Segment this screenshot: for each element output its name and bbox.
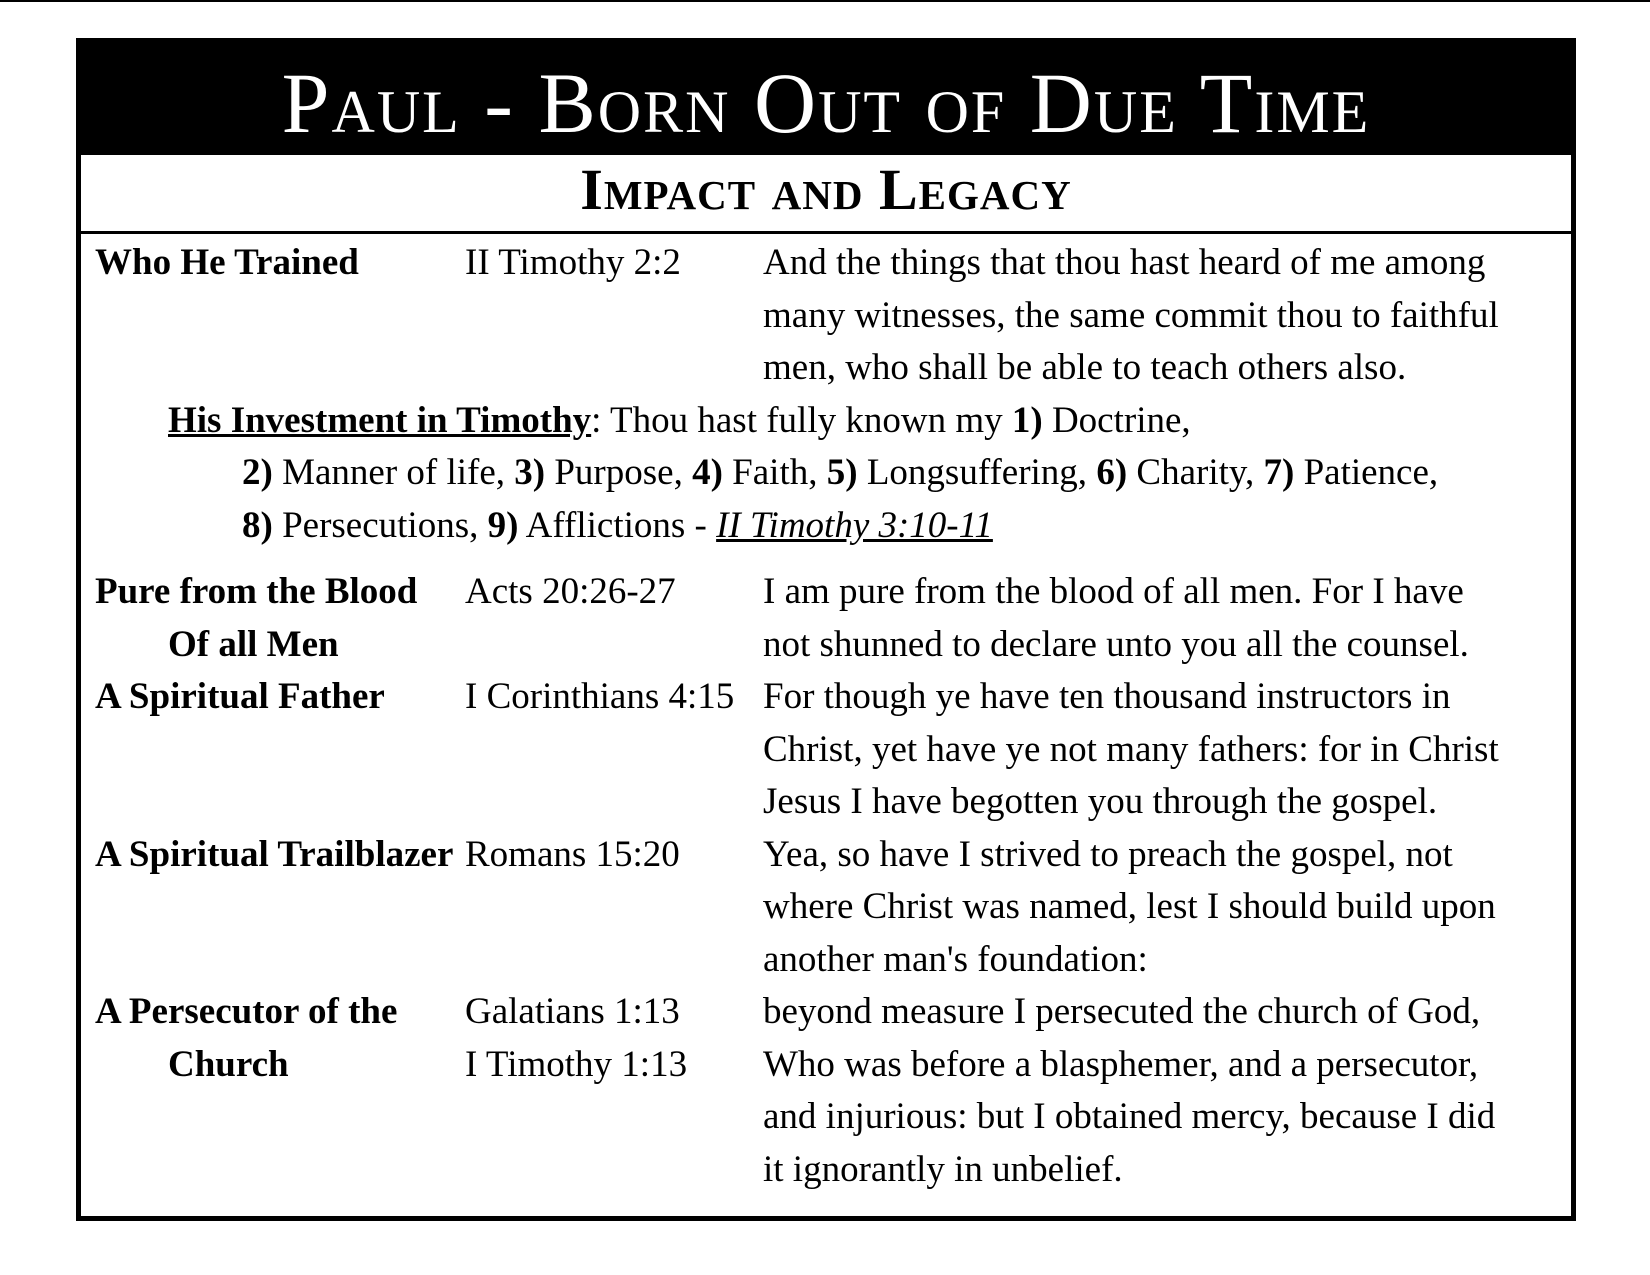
entry-quote [763,566,1555,671]
quote-line: Christ, yet have ye not many fathers: for in Christ [763,728,1499,770]
subtitle-divider [81,231,1571,234]
spacer [95,552,1555,566]
entry-label-line1: A Spiritual Father [95,676,385,717]
entry-quote [763,671,1555,829]
entry-label [95,566,465,671]
investment-item-number: 7) [1263,452,1295,493]
investment-item-number: 4) [692,452,723,493]
investment-item-text: Faith, [722,452,827,493]
investment-block [95,395,1555,553]
page-frame [76,38,1576,1221]
entry-reference: Acts 20:26-27 [465,571,676,612]
investment-item-number: 1) [1011,399,1043,441]
entry-label [95,829,465,882]
entry-label-line2: Church [168,1043,289,1085]
quote-line: For though ye have ten thousand instructors in [763,676,1451,717]
entry-quote [763,986,1555,1196]
investment-heading: His Investment in Timothy [168,399,592,441]
entry-persecutor-of-the-church [95,986,1555,1196]
investment-item-text: Afflictions - [518,504,717,546]
entry-reference: II Timothy 2:2 [465,242,681,283]
quote-line: not shunned to declare unto you all the counsel. [763,623,1469,665]
entry-reference: I Corinthians 4:15 [465,676,735,717]
investment-reference: II Timothy 3:10-11 [716,504,993,546]
entry-label-line1: Pure from the Blood [95,571,418,612]
entry-quote [763,829,1555,987]
quote-line: beyond measure I persecuted the church of God, [763,991,1481,1032]
investment-line-1 [95,395,1555,448]
entry-quote [763,237,1555,395]
quote-line: men, who shall be able to teach others also. [763,347,1407,388]
investment-item-text: Longsuffering, [857,452,1097,493]
quote-line: Yea, so have I strived to preach the gospel, not [763,833,1453,875]
entry-references [465,671,763,724]
entry-reference: I Timothy 1:13 [465,1043,688,1085]
investment-item-number: 6) [1096,452,1128,493]
quote-line: And the things that thou hast heard of me among [763,242,1486,283]
entry-spiritual-trailblazer [95,829,1555,987]
quote-line: where Christ was named, lest I should build upon [763,886,1496,927]
top-rule [0,0,1650,2]
entry-references [465,829,763,882]
entry-label-line1: A Persecutor of the [95,991,398,1032]
content [95,237,1555,1196]
entry-who-he-trained [95,237,1555,395]
investment-item-number: 2) [242,452,273,493]
entry-label-line1: A Spiritual Trailblazer [95,833,454,875]
quote-line: many witnesses, the same commit thou to faithful [763,294,1499,336]
entry-reference: Romans 15:20 [465,833,680,875]
quote-line: it ignorantly in unbelief. [763,1148,1123,1190]
investment-item-text: Manner of life, [272,452,515,493]
investment-item-text: Doctrine, [1042,399,1191,441]
entry-label-line2: Of all Men [168,623,339,665]
investment-item-text: Persecutions, [272,504,488,546]
investment-item-number: 8) [242,504,273,546]
entry-references [465,237,763,290]
quote-line: Who was before a blasphemer, and a persecutor, [763,1043,1479,1085]
investment-item-text: Patience, [1294,452,1439,493]
entry-pure-from-the-blood [95,566,1555,671]
entry-label [95,986,465,1091]
quote-line: and injurious: but I obtained mercy, because I did [763,1096,1496,1137]
entry-label [95,237,465,290]
entry-label-line1: Who He Trained [95,242,359,283]
investment-item-number: 9) [487,504,519,546]
investment-item-text: Charity, [1127,452,1264,493]
quote-line: Jesus I have begotten you through the gospel. [763,781,1438,822]
investment-item-number: 5) [826,452,858,493]
title-bar [81,43,1571,155]
investment-item-text: Purpose, [545,452,693,493]
investment-line-3 [95,500,1555,553]
entry-references [465,566,763,619]
investment-item-number: 3) [514,452,546,493]
entry-reference: Galatians 1:13 [465,991,680,1032]
page-subtitle: Impact and Legacy [580,157,1072,222]
page-title: Paul - Born Out of Due Time [281,55,1371,151]
entry-spiritual-father [95,671,1555,829]
quote-line: another man's foundation: [763,938,1148,980]
quote-line: I am pure from the blood of all men. For I have [763,571,1464,612]
investment-intro: : Thou hast fully known my [591,399,1012,441]
entry-references [465,986,763,1091]
investment-line-2 [95,447,1555,500]
entry-label [95,671,465,724]
